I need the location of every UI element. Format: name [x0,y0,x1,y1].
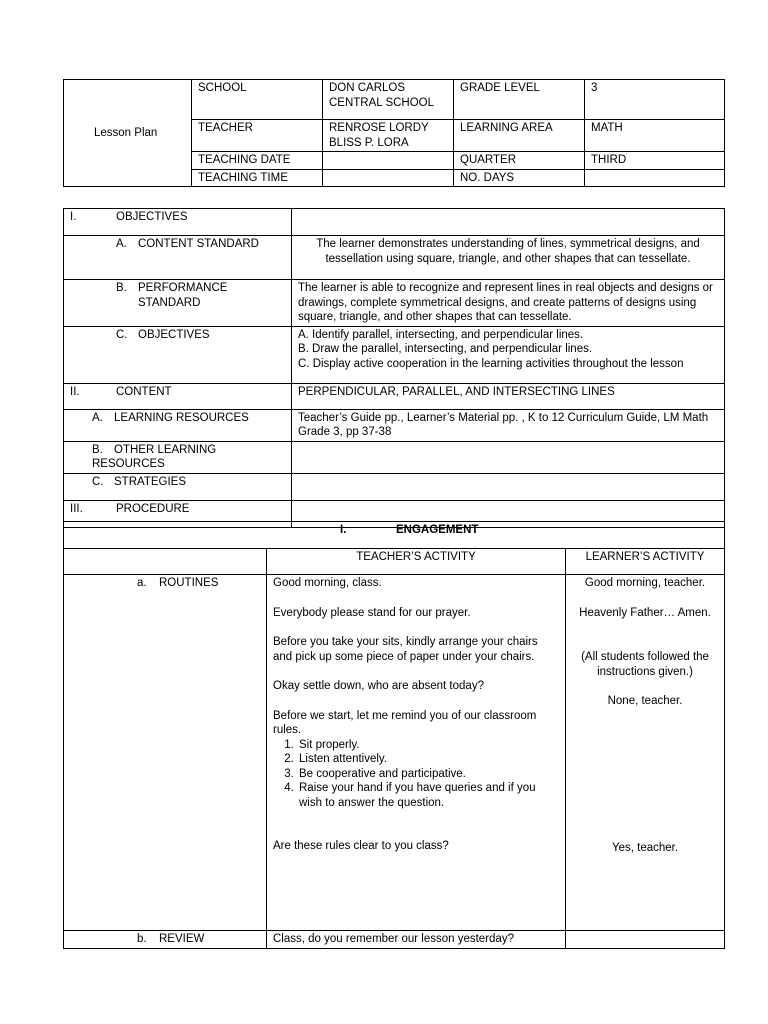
strategies-value [292,473,725,500]
item-letter: b. [137,933,147,945]
learning-area-label: LEARNING AREA [454,120,585,152]
quarter-label: QUARTER [454,152,585,170]
lesson-plan-label [64,80,192,187]
performance-standard-label [64,280,292,327]
teaching-time-value [323,169,454,187]
item-title: LEARNING RESOURCES [114,411,249,424]
blank-header-cell [64,549,267,575]
item-title: REVIEW [159,933,205,945]
school-value: DON CARLOS CENTRAL SCHOOL [323,80,454,120]
teacher-value: RENROSE LORDY BLISS P. LORA [323,120,454,152]
item-title: CONTENT STANDARD [138,238,259,250]
school-label: SCHOOL [192,80,323,120]
rule-item: 3. Be cooperative and participative. [297,767,559,782]
item-letter: A. [116,238,127,250]
teacher-line: Okay settle down, who are absent today? [273,680,484,692]
teaching-date-value [323,152,454,170]
teacher-label: TEACHER [192,120,323,152]
routines-learner-activity [566,575,725,931]
header-table [63,79,725,187]
teacher-line: Before you take your sits, kindly arrange your chairs and pick up some piece of paper under your chairs. [273,636,538,663]
other-resources-value [292,441,725,473]
content-standard-label [64,236,292,280]
objective-item: B. Draw the parallel, intersecting, and perpendicular lines. [298,343,593,355]
grade-level-value: 3 [585,80,725,120]
engagement-heading [64,522,725,549]
section-title: OBJECTIVES [116,211,188,223]
engagement-title: ENGAGEMENT [396,524,479,536]
section-title: CONTENT [116,385,172,398]
objectives-c-value [292,326,725,383]
learner-activity-header: LEARNER’S ACTIVITY [566,549,725,575]
performance-standard-value: The learner is able to recognize and represent lines in real objects and designs or drawings, complete symmetrical designs, and create patterns of designs using square, triangle, and other shapes that can tessellate. [292,280,725,327]
objective-item: A. Identify parallel, intersecting, and perpendicular lines. [298,328,584,341]
review-label [64,931,267,949]
content-value: PERPENDICULAR, PARALLEL, AND INTERSECTING LINES [292,383,725,409]
learner-line: Yes, teacher. [611,841,679,854]
no-days-value [585,169,725,187]
review-learner-activity [566,931,725,949]
quarter-value: THIRD [585,152,725,170]
engagement-number: I. [340,524,347,536]
rule-item: 1. Sit properly. [297,738,559,753]
other-resources-label [64,441,292,473]
learning-area-value: MATH [585,120,725,152]
engagement-table [63,521,725,949]
item-title: STRATEGIES [114,475,186,488]
item-title: OBJECTIVES [138,328,210,341]
section-number: II. [70,385,80,398]
rule-item: 4. Raise your hand if you have queries and if you wish to answer the question. [297,781,559,810]
item-title: ROUTINES [159,577,219,589]
rule-item: 2. Listen attentively. [297,752,559,767]
learning-resources-label [64,409,292,441]
teacher-line: Everybody please stand for our prayer. [273,606,471,619]
learner-line: (All students followed the instructions given.) [581,651,709,678]
item-letter: B. [116,282,127,294]
item-letter: C. [92,475,104,488]
learner-line: Good morning, teacher. [584,577,706,589]
learning-resources-value: Teacher’s Guide pp., Learner’s Material pp. , K to 12 Curriculum Guide, LM Math Grade 3, pp 37-38 [292,409,725,441]
routines-label [64,575,267,931]
teacher-activity-header: TEACHER’S ACTIVITY [267,549,566,575]
strategies-label [64,473,292,500]
teaching-date-label: TEACHING DATE [192,152,323,170]
teacher-line: Before we start, let me remind you of our classroom rules. [273,709,537,736]
item-letter: a. [137,577,147,589]
grade-level-label: GRADE LEVEL [454,80,585,120]
content-standard-value: The learner demonstrates understanding of lines, symmetrical designs, and tessellation using square, triangle, and other shapes that can tessellate. [292,236,725,280]
classroom-rules-list [273,738,559,811]
review-teacher-activity: Class, do you remember our lesson yesterday? [267,931,566,949]
content-label [64,383,292,409]
lesson-plan-text: Lesson Plan [94,126,158,139]
routines-teacher-activity [267,575,566,931]
objective-item: C. Display active cooperation in the learning activities throughout the lesson [298,357,684,370]
learner-line: Heavenly Father… Amen. [579,606,711,619]
section-number: III. [70,502,83,515]
item-title: PERFORMANCE STANDARD [138,282,228,309]
objectives-c-label [64,326,292,383]
item-title: OTHER LEARNING RESOURCES [92,443,217,470]
section-number: I. [70,211,77,223]
item-letter: C. [116,328,128,341]
objectives-row-label [64,209,292,236]
section-title: PROCEDURE [116,502,190,515]
no-days-label: NO. DAYS [454,169,585,187]
teaching-time-label: TEACHING TIME [192,169,323,187]
plan-table [63,208,725,528]
objectives-row-value [292,209,725,236]
performance-standard-wrap [116,281,285,310]
teacher-line: Are these rules clear to you class? [273,840,449,852]
item-letter: B. [92,443,103,456]
teacher-line: Good morning, class. [273,577,382,589]
item-letter: A. [92,411,103,424]
learner-line: None, teacher. [607,695,683,707]
